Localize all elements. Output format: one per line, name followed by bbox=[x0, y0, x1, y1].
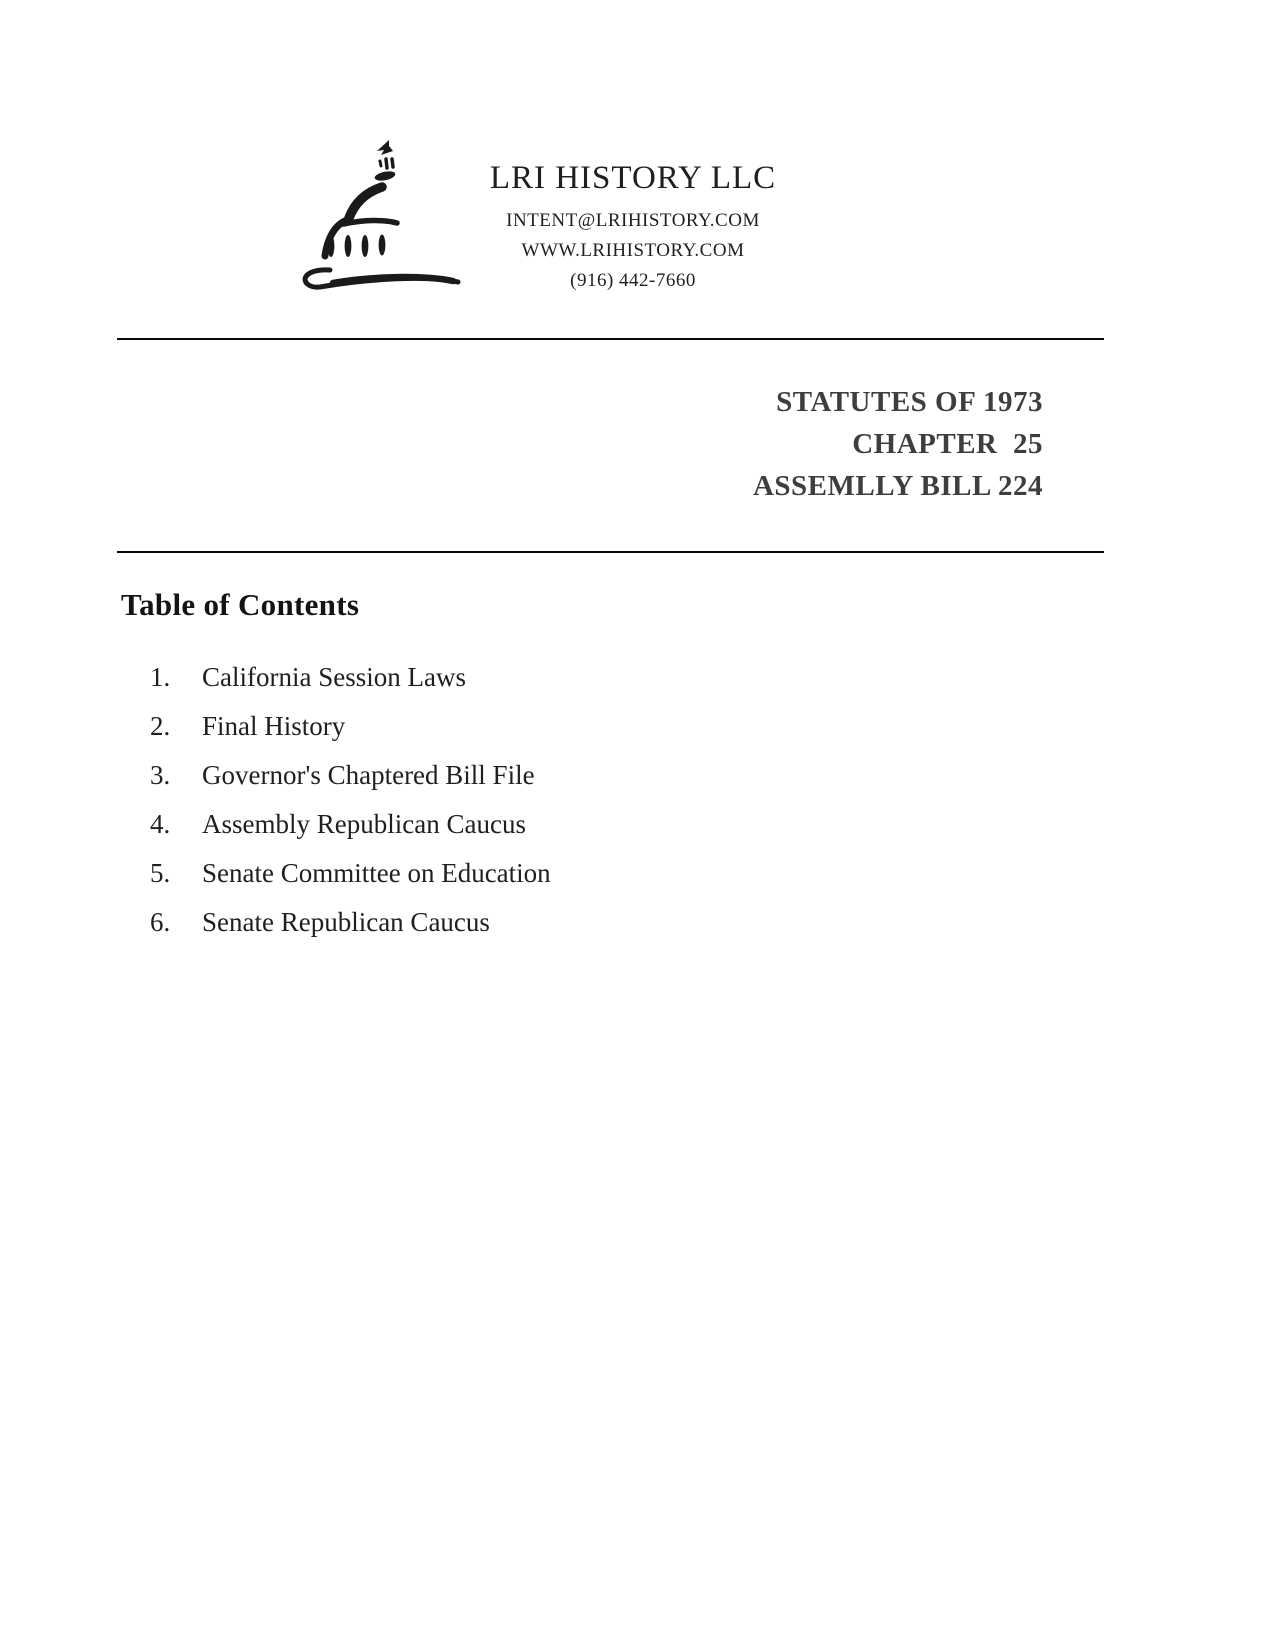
toc-item-number: 2. bbox=[150, 711, 171, 741]
toc-item bbox=[150, 898, 551, 947]
toc-item bbox=[150, 702, 551, 751]
company-website: WWW.LRIHISTORY.COM bbox=[521, 240, 745, 261]
capitol-dome-logo-icon bbox=[298, 133, 470, 301]
toc-item-number: 4. bbox=[150, 809, 171, 839]
toc-item-label: Senate Republican Caucus bbox=[202, 907, 490, 937]
company-email: INTENT@LRIHISTORY.COM bbox=[506, 210, 760, 231]
title-line-bill: ASSEMLLY BILL 224 bbox=[752, 470, 1043, 502]
title-line-statutes: STATUTES OF 1973 bbox=[776, 386, 1043, 418]
toc-item-number: 5. bbox=[150, 858, 171, 888]
letterhead bbox=[455, 158, 811, 296]
logo-flag bbox=[377, 140, 393, 155]
statutes-title-block bbox=[753, 381, 1043, 507]
toc-item-number: 1. bbox=[150, 662, 171, 692]
toc-item bbox=[150, 800, 551, 849]
toc-item-label: Governor's Chaptered Bill File bbox=[202, 760, 535, 790]
divider-top bbox=[117, 338, 1104, 340]
toc-item-label: Final History bbox=[202, 711, 346, 741]
toc-item-label: Assembly Republican Caucus bbox=[202, 809, 526, 839]
toc-item bbox=[150, 849, 551, 898]
toc-item-label: California Session Laws bbox=[202, 662, 466, 692]
title-line-chapter: CHAPTER 25 bbox=[852, 428, 1043, 460]
toc-list bbox=[150, 653, 551, 947]
divider-bottom bbox=[117, 551, 1104, 553]
toc-item bbox=[150, 751, 551, 800]
toc-item-label: Senate Committee on Education bbox=[202, 858, 551, 888]
toc-heading: Table of Contents bbox=[121, 587, 360, 622]
company-name: LRI HISTORY LLC bbox=[489, 160, 777, 196]
toc-item-number: 3. bbox=[150, 760, 171, 790]
toc-item bbox=[150, 653, 551, 702]
company-phone: (916) 442-7660 bbox=[570, 270, 696, 291]
toc-item-number: 6. bbox=[150, 907, 171, 937]
